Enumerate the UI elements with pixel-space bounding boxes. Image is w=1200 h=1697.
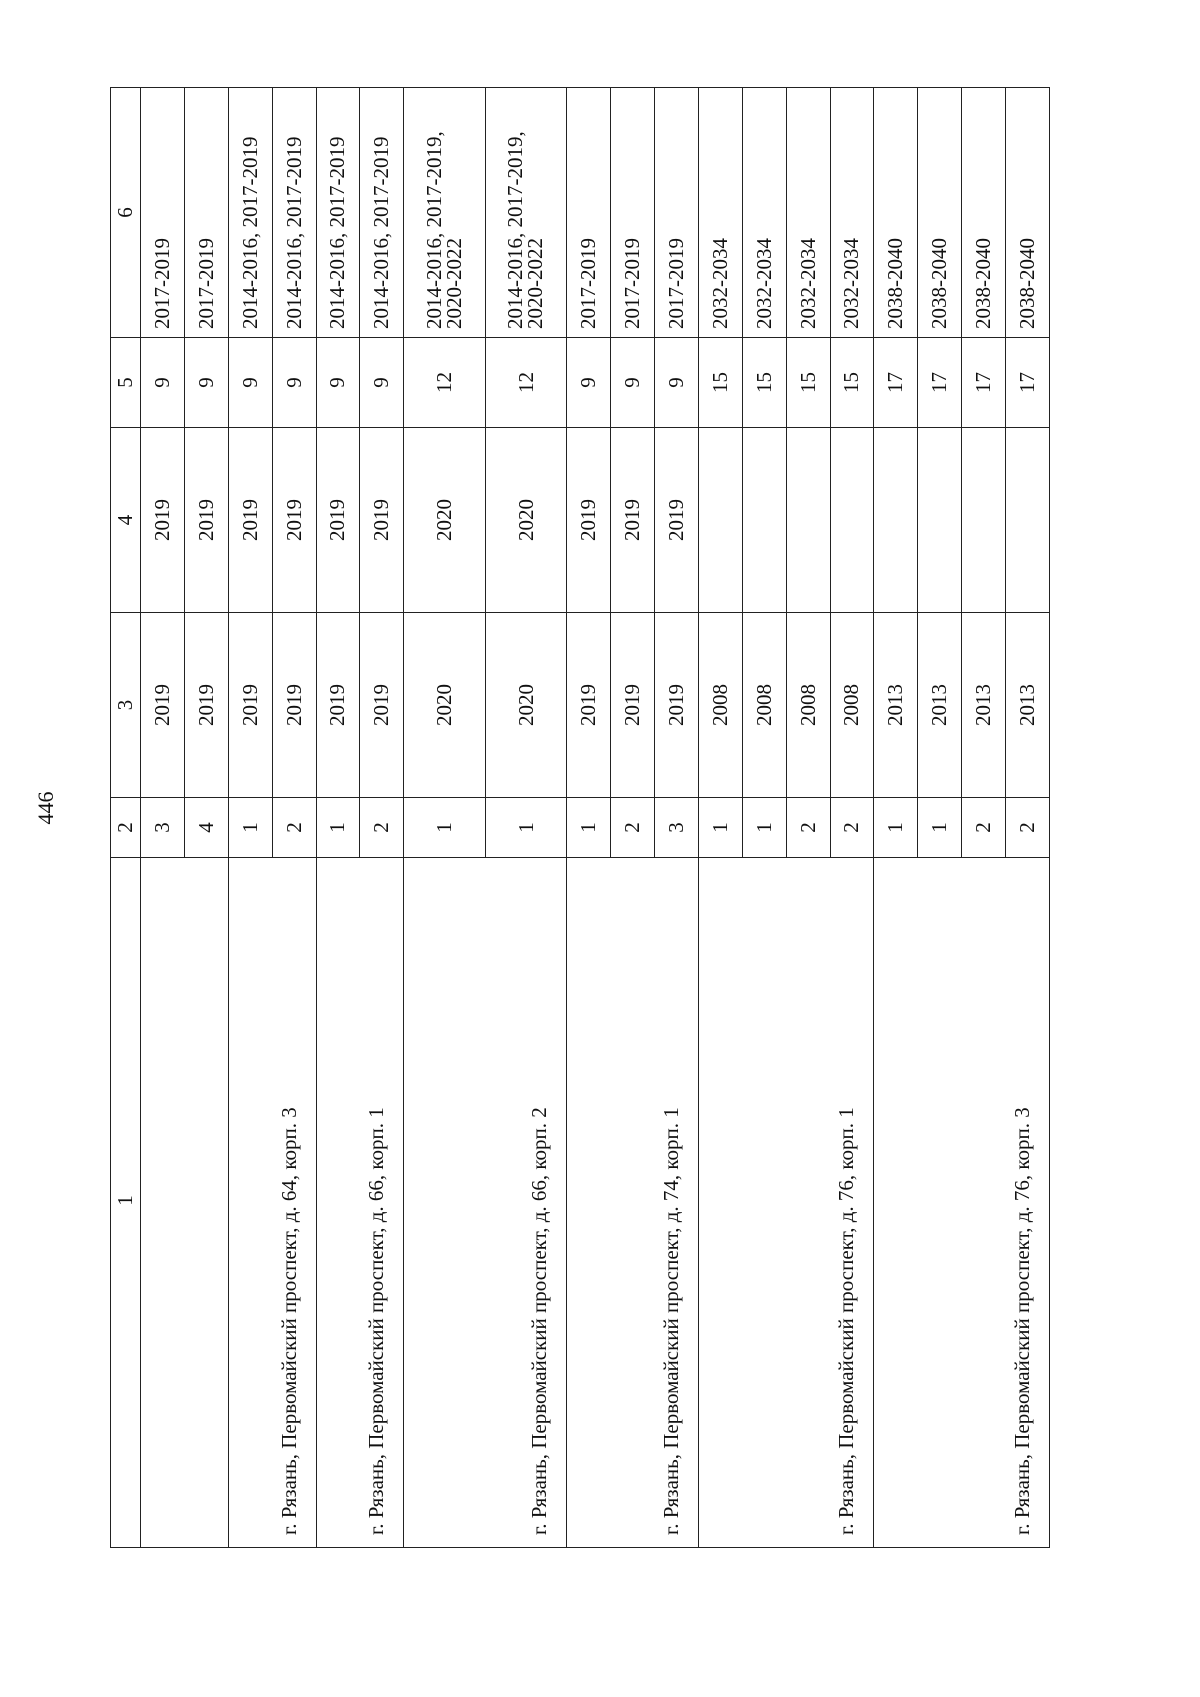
cell-col-2: 1 <box>316 798 360 858</box>
header-cell: 3 <box>111 613 141 798</box>
cell-col-6: 2032-2034 <box>742 88 786 338</box>
cell-col-6: 2038-2040 <box>918 88 962 338</box>
cell-col-4: 2020 <box>485 428 567 613</box>
cell-col-5: 9 <box>141 338 185 428</box>
cell-col-3: 2020 <box>485 613 567 798</box>
cell-col-6: 2038-2040 <box>1006 88 1050 338</box>
table-row <box>874 88 918 1548</box>
cell-col-3: 2019 <box>141 613 185 798</box>
cell-col-6: 2017-2019 <box>141 88 185 338</box>
cell-col-4: 2019 <box>360 428 404 613</box>
table-row <box>316 88 360 1548</box>
cell-col-3: 2013 <box>1006 613 1050 798</box>
cell-col-4 <box>1006 428 1050 613</box>
cell-col-3: 2008 <box>830 613 874 798</box>
cell-col-2: 3 <box>141 798 185 858</box>
cell-col-6: 2032-2034 <box>786 88 830 338</box>
cell-col-4 <box>962 428 1006 613</box>
cell-col-2: 2 <box>830 798 874 858</box>
cell-col-5: 9 <box>655 338 699 428</box>
cell-col-5: 15 <box>698 338 742 428</box>
cell-col-6: 2017-2019 <box>611 88 655 338</box>
cell-col-4 <box>742 428 786 613</box>
address-cell: г. Рязань, Первомайский проспект, д. 74, корп. 1 <box>567 858 699 1548</box>
cell-col-2: 2 <box>786 798 830 858</box>
cell-col-2: 2 <box>272 798 316 858</box>
cell-col-3: 2019 <box>567 613 611 798</box>
cell-col-4 <box>830 428 874 613</box>
cell-col-6: 2017-2019 <box>655 88 699 338</box>
cell-col-6: 2014-2016, 2017-2019, 2020-2022 <box>485 88 567 338</box>
cell-col-2: 4 <box>184 798 228 858</box>
cell-col-4: 2019 <box>567 428 611 613</box>
cell-col-4 <box>786 428 830 613</box>
cell-col-6: 2017-2019 <box>567 88 611 338</box>
table-row <box>698 88 742 1548</box>
cell-col-2: 1 <box>404 798 486 858</box>
cell-col-2: 1 <box>918 798 962 858</box>
cell-col-4 <box>918 428 962 613</box>
table-row <box>141 88 185 1548</box>
cell-col-5: 9 <box>272 338 316 428</box>
cell-col-5: 9 <box>184 338 228 428</box>
page-number: 446 <box>33 791 58 825</box>
cell-col-6: 2014-2016, 2017-2019, 2020-2022 <box>404 88 486 338</box>
table-row <box>404 88 486 1548</box>
address-cell: г. Рязань, Первомайский проспект, д. 64, корп. 3 <box>228 858 316 1548</box>
address-cell: г. Рязань, Первомайский проспект, д. 66, корп. 2 <box>404 858 567 1548</box>
cell-col-6: 2017-2019 <box>184 88 228 338</box>
cell-col-5: 17 <box>874 338 918 428</box>
cell-col-2: 2 <box>611 798 655 858</box>
cell-col-2: 1 <box>742 798 786 858</box>
address-cell <box>141 858 229 1548</box>
rotated-table-container <box>110 88 1050 1548</box>
cell-col-3: 2013 <box>962 613 1006 798</box>
cell-col-6: 2014-2016, 2017-2019 <box>228 88 272 338</box>
header-cell: 4 <box>111 428 141 613</box>
cell-col-3: 2013 <box>918 613 962 798</box>
cell-col-2: 1 <box>485 798 567 858</box>
address-cell: г. Рязань, Первомайский проспект, д. 76, корп. 1 <box>698 858 874 1548</box>
cell-col-5: 9 <box>567 338 611 428</box>
cell-col-3: 2019 <box>184 613 228 798</box>
cell-col-2: 2 <box>360 798 404 858</box>
cell-col-3: 2019 <box>272 613 316 798</box>
cell-col-5: 9 <box>316 338 360 428</box>
cell-col-4: 2019 <box>272 428 316 613</box>
cell-col-5: 15 <box>786 338 830 428</box>
header-cell: 2 <box>111 798 141 858</box>
cell-col-5: 12 <box>404 338 486 428</box>
cell-col-3: 2019 <box>655 613 699 798</box>
cell-col-6: 2032-2034 <box>830 88 874 338</box>
header-cell: 5 <box>111 338 141 428</box>
table-body <box>111 88 1050 1548</box>
cell-col-4: 2019 <box>141 428 185 613</box>
address-cell: г. Рязань, Первомайский проспект, д. 66, корп. 1 <box>316 858 404 1548</box>
cell-col-6: 2038-2040 <box>874 88 918 338</box>
cell-col-3: 2019 <box>611 613 655 798</box>
cell-col-4 <box>698 428 742 613</box>
cell-col-6: 2038-2040 <box>962 88 1006 338</box>
cell-col-5: 17 <box>962 338 1006 428</box>
cell-col-3: 2008 <box>698 613 742 798</box>
cell-col-2: 2 <box>1006 798 1050 858</box>
cell-col-6: 2014-2016, 2017-2019 <box>272 88 316 338</box>
cell-col-2: 1 <box>698 798 742 858</box>
cell-col-2: 2 <box>962 798 1006 858</box>
cell-col-4: 2019 <box>184 428 228 613</box>
cell-col-4: 2019 <box>316 428 360 613</box>
cell-col-3: 2008 <box>786 613 830 798</box>
data-table <box>110 87 1050 1548</box>
table-row <box>228 88 272 1548</box>
cell-col-4: 2020 <box>404 428 486 613</box>
cell-col-3: 2019 <box>316 613 360 798</box>
cell-col-4: 2019 <box>655 428 699 613</box>
cell-col-5: 9 <box>228 338 272 428</box>
cell-col-6: 2014-2016, 2017-2019 <box>316 88 360 338</box>
cell-col-5: 17 <box>918 338 962 428</box>
cell-col-6: 2014-2016, 2017-2019 <box>360 88 404 338</box>
cell-col-2: 3 <box>655 798 699 858</box>
cell-col-2: 1 <box>567 798 611 858</box>
cell-col-5: 15 <box>742 338 786 428</box>
header-cell: 1 <box>111 858 141 1548</box>
cell-col-4 <box>874 428 918 613</box>
cell-col-5: 9 <box>360 338 404 428</box>
cell-col-5: 12 <box>485 338 567 428</box>
cell-col-5: 15 <box>830 338 874 428</box>
cell-col-2: 1 <box>874 798 918 858</box>
cell-col-2: 1 <box>228 798 272 858</box>
cell-col-5: 9 <box>611 338 655 428</box>
cell-col-6: 2032-2034 <box>698 88 742 338</box>
header-cell: 6 <box>111 88 141 338</box>
cell-col-3: 2019 <box>228 613 272 798</box>
table-row <box>567 88 611 1548</box>
cell-col-3: 2020 <box>404 613 486 798</box>
header-row <box>111 88 141 1548</box>
cell-col-3: 2019 <box>360 613 404 798</box>
cell-col-4: 2019 <box>611 428 655 613</box>
cell-col-3: 2008 <box>742 613 786 798</box>
cell-col-4: 2019 <box>228 428 272 613</box>
cell-col-5: 17 <box>1006 338 1050 428</box>
cell-col-3: 2013 <box>874 613 918 798</box>
address-cell: г. Рязань, Первомайский проспект, д. 76, корп. 3 <box>874 858 1050 1548</box>
